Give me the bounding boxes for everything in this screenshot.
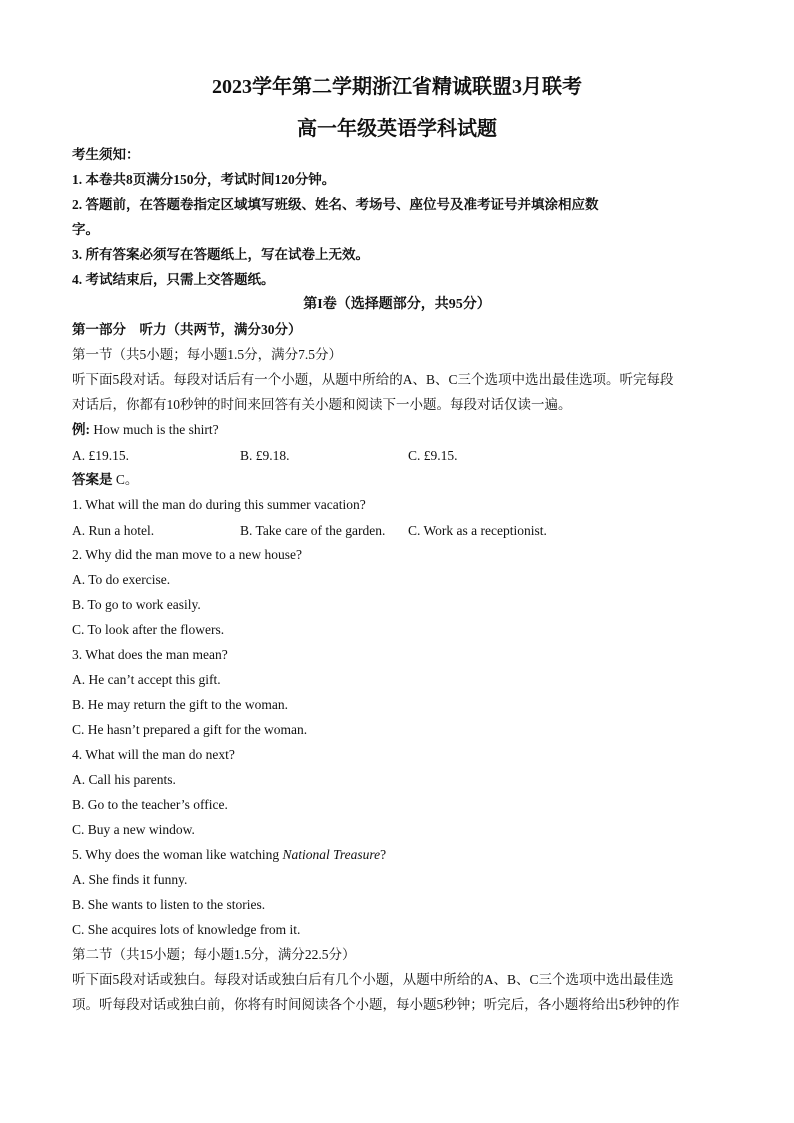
volume-heading: 第I卷（选择题部分，共95分） — [303, 297, 491, 312]
q5-option-b: B. She wants to listen to the stories. — [72, 897, 266, 912]
notice-heading: 考生须知： — [72, 147, 140, 162]
example-question-text: How much is the shirt? — [90, 422, 219, 437]
example-option-c: C. £9.15. — [408, 448, 458, 463]
example-label: 例: — [72, 422, 90, 437]
notice-item: 1. 本卷共8页满分150分，考试时间120分钟。 — [72, 172, 336, 187]
q4-option-a: A. Call his parents. — [72, 772, 176, 787]
question-1: 1. What will the man do during this summer vacation? — [72, 497, 366, 512]
section2-instructions: 听下面5段对话或独白。每段对话或独白后有几个小题，从题中所给的A、B、C三个选项中选出最佳选 — [72, 972, 674, 987]
q2-option-c: C. To look after the flowers. — [72, 622, 225, 637]
notice-item: 2. 答题前，在答题卷指定区域填写班级、姓名、考场号、座位号及准考证号并填涂相应数 — [72, 197, 599, 212]
example-option-b: B. £9.18. — [240, 448, 290, 463]
exam-title: 2023学年第二学期浙江省精诚联盟3月联考 — [212, 76, 582, 98]
question-2: 2. Why did the man move to a new house? — [72, 547, 302, 562]
question-4: 4. What will the man do next? — [72, 747, 235, 762]
q3-option-b: B. He may return the gift to the woman. — [72, 697, 288, 712]
question-5 — [72, 845, 386, 865]
exam-subtitle: 高一年级英语学科试题 — [297, 118, 497, 140]
q3-option-a: A. He can’t accept this gift. — [72, 672, 221, 687]
question-5-title: National Treasure — [282, 847, 381, 862]
q2-option-a: A. To do exercise. — [72, 572, 171, 587]
section1-instructions: 对话后，你都有10秒钟的时间来回答有关小题和阅读下一小题。每段对话仅读一遍。 — [72, 397, 572, 412]
section2-heading: 第二节（共15小题；每小题1.5分，满分22.5分） — [72, 947, 356, 962]
q4-option-c: C. Buy a new window. — [72, 822, 195, 837]
notice-item: 4. 考试结束后，只需上交答题纸。 — [72, 272, 275, 287]
section1-heading: 第一节（共5小题；每小题1.5分，满分7.5分） — [72, 347, 342, 362]
q1-option-c: C. Work as a receptionist. — [408, 523, 547, 538]
q1-option-a: A. Run a hotel. — [72, 523, 155, 538]
question-5-suffix: ? — [380, 847, 387, 862]
part1-heading: 第一部分 听力（共两节，满分30分） — [72, 322, 302, 337]
q4-option-b: B. Go to the teacher’s office. — [72, 797, 228, 812]
q3-option-c: C. He hasn’t prepared a gift for the woman. — [72, 722, 308, 737]
q2-option-b: B. To go to work easily. — [72, 597, 201, 612]
section2-instructions: 项。听每段对话或独白前，你将有时间阅读各个小题，每小题5秒钟；听完后，各小题将给出5秒钟的作 — [72, 997, 680, 1012]
q5-option-a: A. She finds it funny. — [72, 872, 188, 887]
notice-item: 3. 所有答案必须写在答题纸上，写在试卷上无效。 — [72, 247, 369, 262]
q5-option-c: C. She acquires lots of knowledge from it. — [72, 922, 301, 937]
example-answer — [72, 470, 138, 490]
example-question — [72, 420, 219, 440]
question-5-prefix: 5. Why does the woman like watching — [72, 847, 283, 862]
q1-option-b: B. Take care of the garden. — [240, 523, 386, 538]
notice-item: 字。 — [72, 222, 99, 237]
section1-instructions: 听下面5段对话。每段对话后有一个小题，从题中所给的A、B、C三个选项中选出最佳选项。听完每段 — [72, 372, 674, 387]
example-answer-label: 答案是 — [72, 472, 113, 487]
example-option-a: A. £19.15. — [72, 448, 129, 463]
example-answer-value: C。 — [112, 472, 139, 487]
question-3: 3. What does the man mean? — [72, 647, 228, 662]
